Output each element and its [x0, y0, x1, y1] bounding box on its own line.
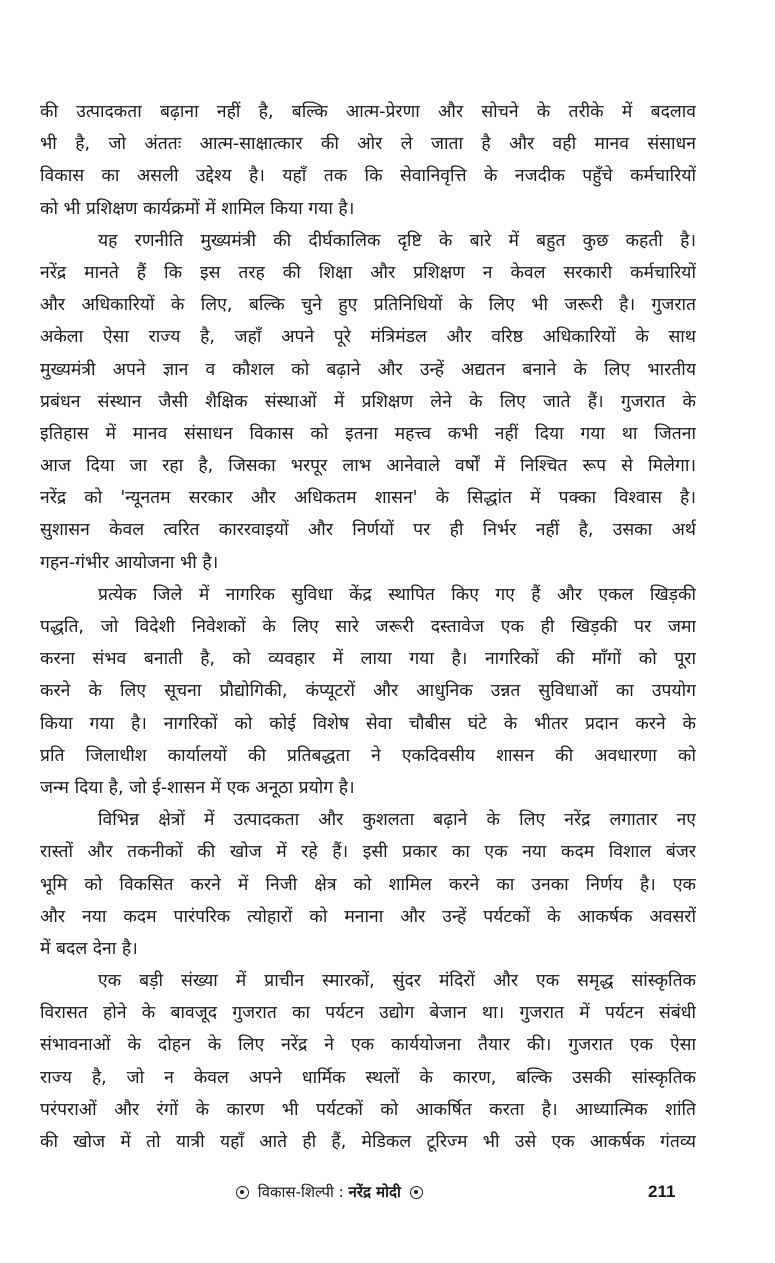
text-line: भी है, जो अंततः आत्म-साक्षात्कार की ओर ले जाता है और वही मानव संसाधन: [40, 134, 696, 155]
book-title: विकास-शिल्पी :: [257, 1183, 344, 1201]
page-footer: [0, 1180, 775, 1204]
text-line: की खोज में तो यात्री यहाँ आते ही हैं, मेडिकल टूरिज्म भी उसे एक आकर्षक गंतव्य: [40, 1132, 696, 1152]
text-line: प्रत्येक जिले में नागरिक सुविधा केंद्र स्थापित किए गए हैं और एकल खिड़की: [98, 584, 696, 605]
text-line: की उत्पादकता बढ़ाना नहीं है, बल्कि आत्म-प्रेरणा और सोचने के तरीके में बदलाव: [40, 102, 696, 122]
text-line: संभावनाओं के दोहन के लिए नरेंद्र ने एक कार्ययोजना तैयार की। गुजरात एक ऐसा: [40, 1035, 696, 1056]
text-line: नरेंद्र को 'न्यूनतम सरकार और अधिकतम शासन' के सिद्धांत में पक्का विश्वास है।: [40, 488, 696, 509]
text-line: और अधिकारियों के लिए, बल्कि चुने हुए प्रतिनिधियों के लिए भी जरूरी है। गुजरात: [40, 295, 696, 316]
text-line: भूमि को विकसित करने में निजी क्षेत्र को शामिल करने का उनका निर्णय है। एक: [40, 874, 696, 895]
running-footer-title: [232, 1180, 427, 1204]
author-name: नरेंद्र मोदी: [348, 1183, 401, 1201]
page-number: 211: [648, 1182, 676, 1201]
text-line: करने के लिए सूचना प्रौद्योगिकी, कंप्यूटरों और आधुनिक उन्नत सुविधाओं का उपयोग: [40, 681, 696, 702]
text-line: नरेंद्र मानते हैं कि इस तरह की शिक्षा और प्रशिक्षण न केवल सरकारी कर्मचारियों: [40, 262, 696, 283]
text-line: आज दिया जा रहा है, जिसका भरपूर लाभ आनेवाले वर्षों में निश्चित रूप से मिलेगा।: [40, 456, 696, 477]
text-line: पद्धति, जो विदेशी निवेशकों के लिए सारे जरूरी दस्तावेज एक ही खिड़की पर जमा: [40, 617, 696, 637]
text-line: गहन-गंभीर आयोजना भी है।: [40, 552, 219, 573]
text-line: मुख्यमंत्री अपने ज्ञान व कौशल को बढ़ाने और उन्हें अद्यतन बनाने के लिए भारतीय: [40, 359, 696, 380]
text-line: राज्य है, जो न केवल अपने धार्मिक स्थलों के कारण, बल्कि उसकी सांस्कृतिक: [40, 1067, 696, 1088]
text-line: प्रति जिलाधीश कार्यालयों की प्रतिबद्धता ने एकदिवसीय शासन की अवधारणा को: [40, 745, 696, 766]
flower-ornament-icon: [410, 1186, 423, 1199]
body-text: [40, 96, 696, 1158]
text-line: विरासत होने के बावजूद गुजरात का पर्यटन उद्योग बेजान था। गुजरात में पर्यटन संबंधी: [40, 1003, 696, 1024]
text-line: करना संभव बनाती है, को व्यवहार में लाया गया है। नागरिकों की माँगों को पूरा: [40, 649, 696, 670]
text-line: विभिन्न क्षेत्रों में उत्पादकता और कुशलता बढ़ाने के लिए नरेंद्र लगातार नए: [98, 810, 696, 831]
text-line: अकेला ऐसा राज्य है, जहाँ अपने पूरे मंत्रिमंडल और वरिष्ठ अधिकारियों के साथ: [40, 327, 696, 348]
text-line: प्रबंधन संस्थान जैसी शैक्षिक संस्थाओं में प्रशिक्षण लेने के लिए जाते हैं। गुजरात के: [40, 391, 696, 412]
text-line: सुशासन केवल त्वरित काररवाइयों और निर्णयों पर ही निर्भर नहीं है, उसका अर्थ: [40, 520, 696, 541]
text-line: में बदल देना है।: [40, 938, 138, 959]
flower-ornament-icon: [236, 1186, 249, 1199]
text-line: एक बड़ी संख्या में प्राचीन स्मारकों, सुंदर मंदिरों और एक समृद्ध सांस्कृतिक: [98, 971, 696, 992]
text-line: परंपराओं और रंगों के कारण भी पर्यटकों को आकर्षित करता है। आध्यात्मिक शांति: [40, 1099, 696, 1120]
text-line: को भी प्रशिक्षण कार्यक्रमों में शामिल किया गया है।: [40, 198, 355, 219]
text-line: किया गया है। नागरिकों को कोई विशेष सेवा चौबीस घंटे के भीतर प्रदान करने के: [40, 713, 696, 734]
text-line: यह रणनीति मुख्यमंत्री की दीर्घकालिक दृष्टि के बारे में बहुत कुछ कहती है।: [98, 230, 696, 251]
text-line: रास्तों और तकनीकों की खोज में रहे हैं। इसी प्रकार का एक नया कदम विशाल बंजर: [40, 842, 696, 863]
text-line: और नया कदम पारंपरिक त्योहारों को मनाना और उन्हें पर्यटकों के आकर्षक अवसरों: [40, 906, 696, 927]
text-line: इतिहास में मानव संसाधन विकास को इतना महत्त्व कभी नहीं दिया गया था जितना: [40, 423, 696, 444]
text-line: जन्म दिया है, जो ई-शासन में एक अनूठा प्रयोग है।: [40, 777, 355, 798]
text-line: विकास का असली उद्देश्य है। यहाँ तक कि सेवानिवृत्ति के नजदीक पहुँचे कर्मचारियों: [40, 166, 696, 187]
